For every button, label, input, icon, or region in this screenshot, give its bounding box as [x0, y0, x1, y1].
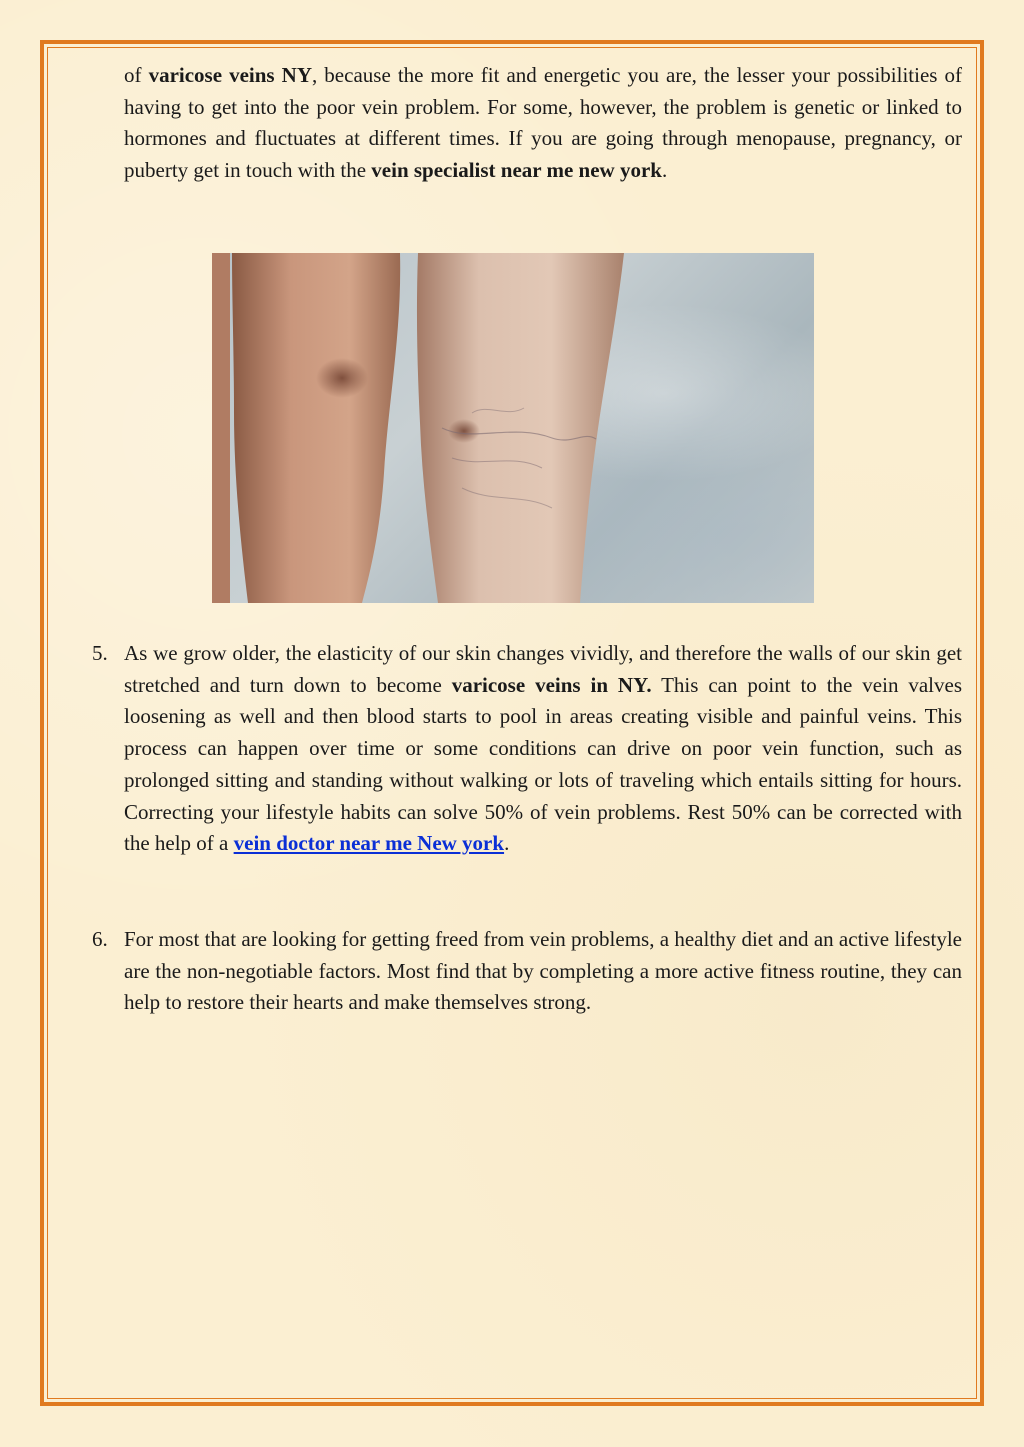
- text-run: As we grow older, the elasticity of our skin changes vividly, and therefore the walls of our skin get stretched and turn down to become: [124, 641, 962, 697]
- text-run: .: [504, 831, 510, 856]
- bold-keyword: varicose veins NY: [148, 63, 312, 87]
- bold-keyword: varicose veins in NY.: [451, 672, 652, 697]
- text-run: .: [661, 158, 668, 183]
- vein-doctor-link[interactable]: vein doctor near me New york: [233, 831, 505, 856]
- intro-paragraph: [124, 60, 962, 187]
- list-number: 6.: [92, 927, 108, 951]
- knees-photo: [212, 253, 814, 603]
- list-item-5: [124, 638, 962, 860]
- text-run: This can point to the vein valves loosening as well and then blood starts to pool in areas creating visible and painful veins. This process can happen over time or some conditions can drive on poor vein function, such as prolonged sitting and standing without walking or lots of traveling which entails sitting for hours. Correcting your lifestyle habits can solve 50% of vein problems. Rest 50% can be corrected with the help of a: [124, 672, 962, 856]
- text-run: , because the more fit and energetic you are, the lesser your possibilities of having to get into the poor vein problem. For some, however, the problem is genetic or linked to hormones and fluctuates at different times. If you are going through menopause, pregnancy, or puberty get in touch with the: [124, 63, 963, 183]
- list-item-6: For most that are looking for getting freed from vein problems, a healthy diet and an active lifestyle are the non-negotiable factors. Most find that by completing a more active fitness routine, they can help to restore their hearts and make themselves strong.: [124, 927, 962, 1015]
- text-run: of: [124, 63, 149, 87]
- bold-keyword: vein specialist near me new york: [371, 158, 662, 183]
- list-number: 5.: [92, 641, 108, 665]
- knees-photo-icon: [212, 253, 814, 603]
